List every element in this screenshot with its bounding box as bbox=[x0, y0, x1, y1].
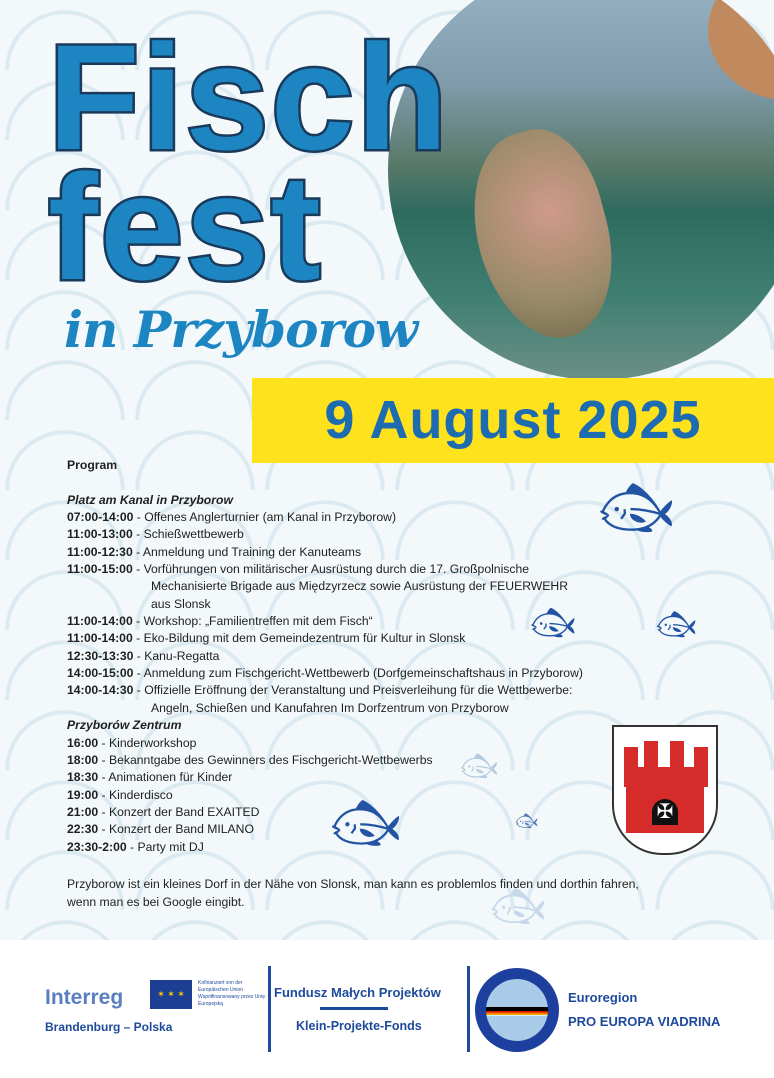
title-fest: fest bbox=[48, 143, 323, 311]
program-text: - Kanu-Regatta bbox=[133, 648, 220, 663]
pro-europa-viadrina-logo bbox=[475, 968, 559, 1052]
program-item bbox=[67, 526, 583, 543]
fish-icon: 🐟︎ bbox=[330, 791, 402, 854]
fish-icon: 🐟︎ bbox=[460, 750, 499, 783]
program-item bbox=[67, 682, 583, 699]
program-item bbox=[67, 769, 583, 786]
location-heading: Platz am Kanal in Przyborow bbox=[67, 492, 233, 507]
fish-icon: 🐟︎ bbox=[598, 474, 675, 541]
directions-note bbox=[67, 875, 639, 911]
fish-icon: 🐟︎ bbox=[530, 602, 576, 643]
program-text: - Bekanntgabe des Gewinners des Fischgericht-Wettbewerbs bbox=[98, 752, 433, 767]
program-heading: Program bbox=[67, 458, 118, 472]
program-text: - Schießwettbewerb bbox=[132, 527, 244, 542]
program-time: 18:30 bbox=[67, 770, 99, 785]
program-time: 07:00-14:00 bbox=[67, 510, 134, 525]
program-text: - Vorführungen von militärischer Ausrüstung durch die 17. Großpolnische bbox=[132, 562, 530, 577]
program-item bbox=[67, 509, 583, 526]
program-item: aus Slonsk bbox=[151, 596, 211, 611]
program-text: - Workshop: „Familientreffen mit dem Fisch“ bbox=[132, 614, 373, 629]
program-item bbox=[67, 787, 583, 804]
program-item bbox=[67, 613, 583, 630]
program-item: Mechanisierte Brigade aus Międzyrzecz sowie Ausrüstung der FEUERWEHR bbox=[151, 579, 569, 594]
program-time: 11:00-14:00 bbox=[67, 631, 133, 646]
program-item bbox=[67, 821, 583, 838]
program-time: 12:30-13:30 bbox=[67, 648, 134, 663]
program-text: - Anmeldung und Training der Kanuteams bbox=[132, 544, 362, 559]
coat-of-arms: ✠ bbox=[612, 725, 718, 855]
divider bbox=[268, 966, 271, 1052]
divider bbox=[467, 966, 470, 1052]
program-text: - Kinderworkshop bbox=[98, 735, 197, 750]
note-line: Przyborow ist ein kleines Dorf in der Nähe von Slonsk, man kann es problemlos finden und dorthin fahren, bbox=[67, 877, 639, 891]
eu-flag-icon: ✶ ✶ ✶ bbox=[150, 980, 192, 1009]
program-time: 18:00 bbox=[67, 752, 99, 767]
program-time: 11:00-12:30 bbox=[67, 544, 133, 559]
program-text: - Anmeldung zum Fischgericht-Wettbewerb (Dorfgemeinschaftshaus in Przyborow) bbox=[133, 666, 583, 681]
program bbox=[67, 457, 583, 856]
program-text: - Party mit DJ bbox=[126, 839, 204, 854]
program-text: - Eko-Bildung mit dem Gemeindezentrum für Kultur in Slonsk bbox=[132, 631, 466, 646]
subtitle: in Przyborow bbox=[64, 300, 418, 359]
euroregion-name: PRO EUROPA VIADRINA bbox=[568, 1014, 721, 1029]
program-item: Angeln, Schießen und Kanufahren Im Dorfzentrum von Przyborow bbox=[151, 700, 509, 715]
program-item bbox=[67, 804, 583, 821]
program-text: - Animationen für Kinder bbox=[98, 770, 233, 785]
program-time: 19:00 bbox=[67, 787, 99, 802]
fish-icon: 🐟︎ bbox=[515, 811, 538, 831]
program-text: - Offenes Anglerturnier (am Kanal in Przyborow) bbox=[133, 510, 397, 525]
title-fisch: Fisch bbox=[48, 13, 450, 181]
program-item bbox=[67, 665, 583, 682]
note-line: wenn man es bei Google eingibt. bbox=[67, 895, 245, 909]
program-text: - Konzert der Band EXAITED bbox=[98, 804, 260, 819]
fund-de: Klein-Projekte-Fonds bbox=[296, 1019, 422, 1033]
region-label: Brandenburg – Polska bbox=[45, 1020, 173, 1034]
event-date: 9 August 2025 bbox=[252, 378, 774, 463]
program-item bbox=[67, 630, 583, 647]
program-item bbox=[67, 839, 583, 856]
interreg-logo: Interreg bbox=[45, 986, 124, 1009]
program-time: 11:00-13:00 bbox=[67, 527, 133, 542]
program-item bbox=[67, 735, 583, 752]
fund-pl: Fundusz Małych Projektów bbox=[274, 985, 441, 1000]
program-text: - Konzert der Band MILANO bbox=[98, 822, 254, 837]
location-heading: Przyborów Zentrum bbox=[67, 718, 182, 733]
program-time: 21:00 bbox=[67, 804, 99, 819]
euroregion-label: Euroregion bbox=[568, 990, 638, 1005]
eu-cofinance-text: Kofinanziert von der Europäischen Union Współfinansowany przez Unię Europejską bbox=[198, 980, 265, 1007]
fish-icon: 🐟︎ bbox=[490, 882, 546, 931]
program-time: 23:30-2:00 bbox=[67, 839, 127, 854]
program-time: 11:00-15:00 bbox=[67, 562, 133, 577]
program-item bbox=[67, 752, 583, 769]
footer bbox=[0, 940, 774, 1078]
program-item bbox=[67, 648, 583, 665]
program-time: 11:00-14:00 bbox=[67, 614, 133, 629]
program-item bbox=[67, 544, 583, 561]
program-item bbox=[67, 561, 583, 578]
program-time: 22:30 bbox=[67, 822, 99, 837]
program-time: 14:00-14:30 bbox=[67, 683, 134, 698]
program-time: 16:00 bbox=[67, 735, 99, 750]
program-text: - Offizielle Eröffnung der Veranstaltung und Preisverleihung für die Wettbewerbe: bbox=[133, 683, 573, 698]
program-time: 14:00-15:00 bbox=[67, 666, 134, 681]
program-text: - Kinderdisco bbox=[98, 787, 173, 802]
fish-icon: 🐟︎ bbox=[656, 606, 697, 642]
